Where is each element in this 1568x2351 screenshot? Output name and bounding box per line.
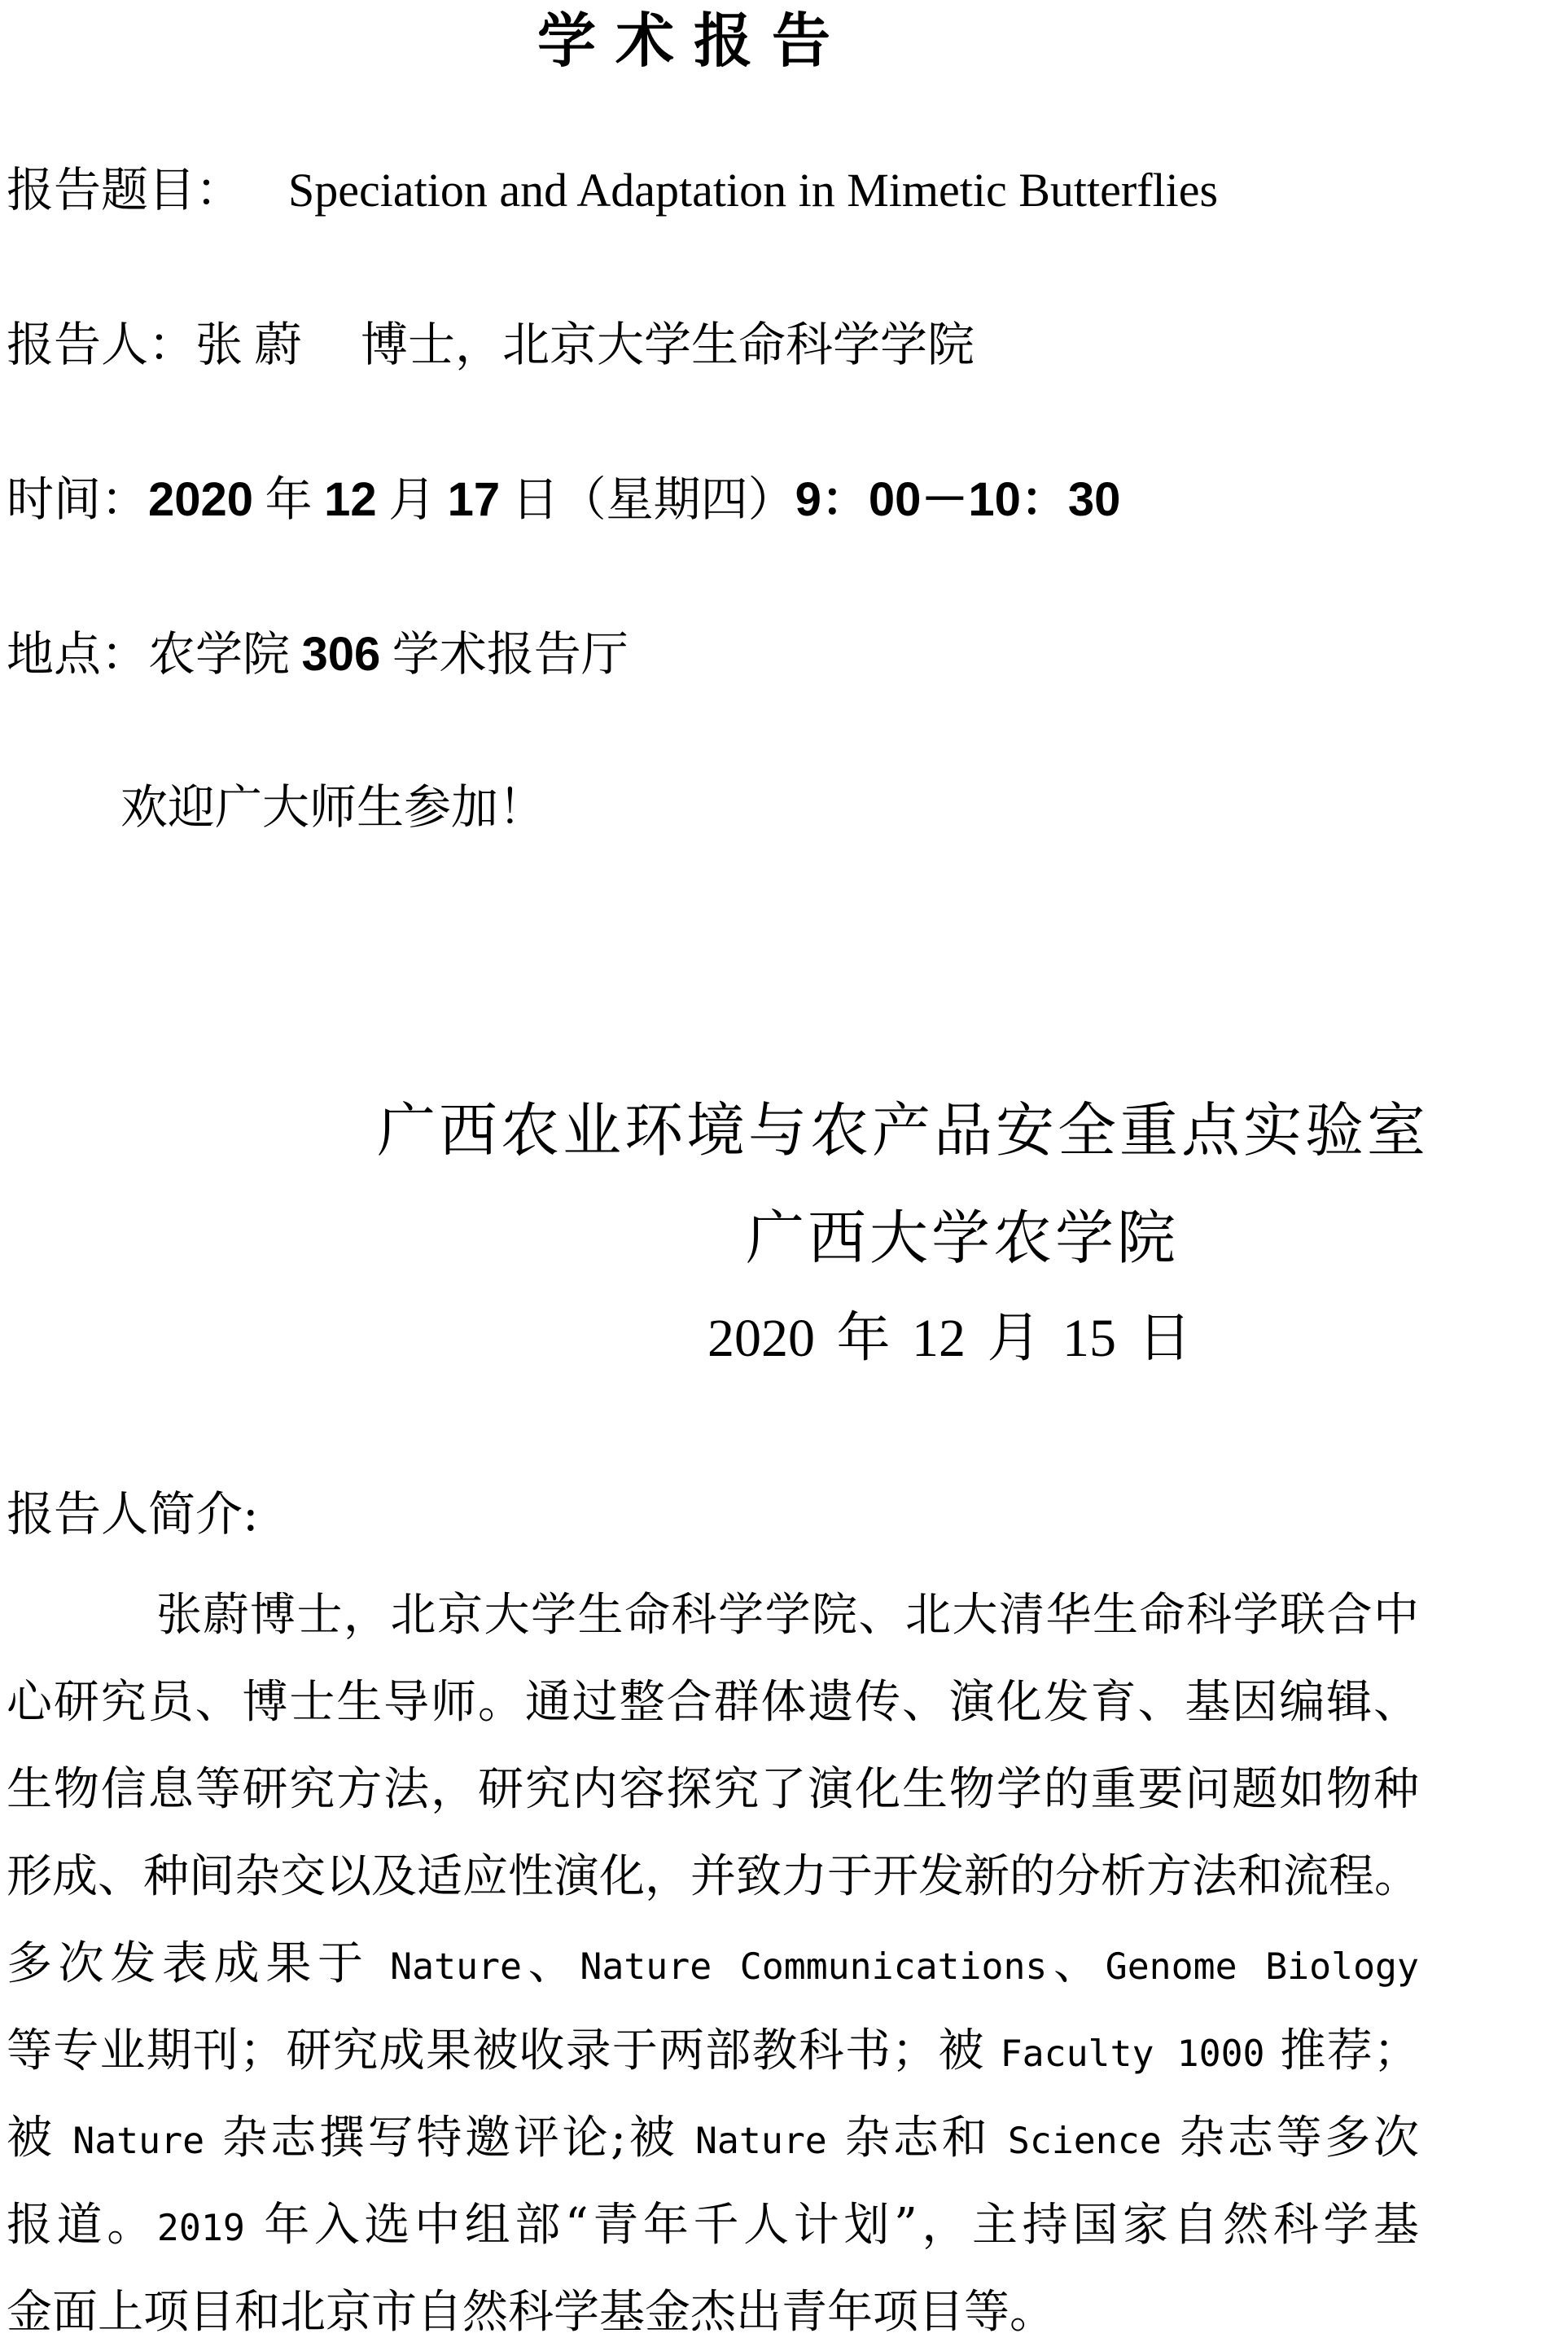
text-run: 12 (324, 473, 377, 526)
text-run: 2020 (707, 1309, 815, 1368)
text-run: Nature (390, 1945, 522, 1988)
text-run: Faculty 1000 (1000, 2032, 1265, 2075)
speaker-value: 张 蔚 博士，北京大学生命科学学院 (195, 318, 975, 371)
text-run: 月 (376, 473, 448, 526)
welcome-line: 欢迎广大师生参加！ (120, 781, 546, 834)
bio-line (7, 1572, 1419, 1659)
text-run: 生物信息等研究方法，研究内容探究了演化生物学的重要问题如物种 (7, 1763, 1419, 1816)
text-run: 学术报告厅 (380, 628, 629, 681)
organizer-college-line: 广西大学农学院 (746, 1206, 1180, 1271)
text-run: Nature Communications (580, 1945, 1048, 1988)
text-run: Nature (694, 2119, 827, 2162)
bio-line (7, 1833, 1419, 1920)
text-run: 年 (253, 473, 325, 526)
bio-heading: 报告人简介: (7, 1486, 259, 1542)
text-run: 12 (912, 1309, 966, 1368)
subject-line (7, 164, 1218, 218)
text-run: 推荐； (1264, 2024, 1419, 2077)
bio-paragraph (7, 1572, 1419, 2351)
text-run: 张蔚博士，北京大学生命科学学院、北大清华生命科学联合中 (156, 1589, 1419, 1642)
text-run: 、 (1047, 1937, 1106, 1990)
text-run: 15 (1062, 1309, 1116, 1368)
issue-date-line (707, 1308, 1192, 1370)
text-run: 日（星期四） (500, 473, 795, 526)
subject-value: Speciation and Adaptation in Mimetic Butterflies (288, 164, 1219, 217)
text-run: 2020 (148, 473, 254, 526)
subject-label: 报告题目： (7, 164, 243, 217)
bio-line (7, 1746, 1419, 1833)
bio-line (7, 2094, 1419, 2182)
text-run: 日 (1116, 1309, 1192, 1368)
text-run: 金面上项目和北京市自然科学基金杰出青年项目等。 (7, 2286, 1055, 2339)
text-run: 2019 (156, 2206, 245, 2249)
text-run: 、 (522, 1937, 580, 1990)
bio-line (7, 2269, 1419, 2351)
bio-line (7, 1920, 1419, 2007)
text-run: 地点：农学院 (7, 628, 302, 681)
text-run: 年 (815, 1309, 912, 1368)
time-line (7, 473, 1120, 528)
text-run: 年入选中组部“青年千人计划”，主持国家自然科学基 (244, 2199, 1420, 2252)
text-run: 被 (7, 2112, 73, 2165)
organizer-lab-line: 广西农业环境与农产品安全重点实验室 (377, 1099, 1430, 1164)
text-run: Science (1007, 2119, 1162, 2162)
text-run: 多次发表成果于 (7, 1937, 391, 1990)
text-run: Genome Biology (1105, 1945, 1419, 1988)
bio-line (7, 1659, 1419, 1746)
text-run: 杂志撰写特邀评论;被 (204, 2112, 695, 2165)
text-run: 杂志等多次 (1161, 2112, 1419, 2165)
text-run: 等专业期刊；研究成果被收录于两部教科书；被 (7, 2024, 1001, 2077)
text-run: 报道。 (7, 2199, 157, 2252)
text-run: 9：00－10：30 (795, 473, 1121, 526)
text-run: 时间： (7, 473, 149, 526)
text-run: Nature (72, 2119, 205, 2162)
page-title: 学 术 报 告 (537, 9, 833, 74)
speaker-label: 报告人： (7, 318, 196, 371)
text-run: 杂志和 (826, 2112, 1008, 2165)
text-run: 月 (966, 1309, 1062, 1368)
bio-line (7, 2007, 1419, 2094)
text-run: 17 (447, 473, 501, 526)
text-run: 形成、种间杂交以及适应性演化，并致力于开发新的分析方法和流程。 (7, 1850, 1420, 1903)
bio-line (7, 2182, 1419, 2269)
speaker-line (7, 318, 975, 373)
text-run: 心研究员、博士生导师。通过整合群体遗传、演化发育、基因编辑、 (7, 1676, 1419, 1729)
text-run: 306 (301, 628, 381, 681)
venue-line (7, 628, 629, 682)
